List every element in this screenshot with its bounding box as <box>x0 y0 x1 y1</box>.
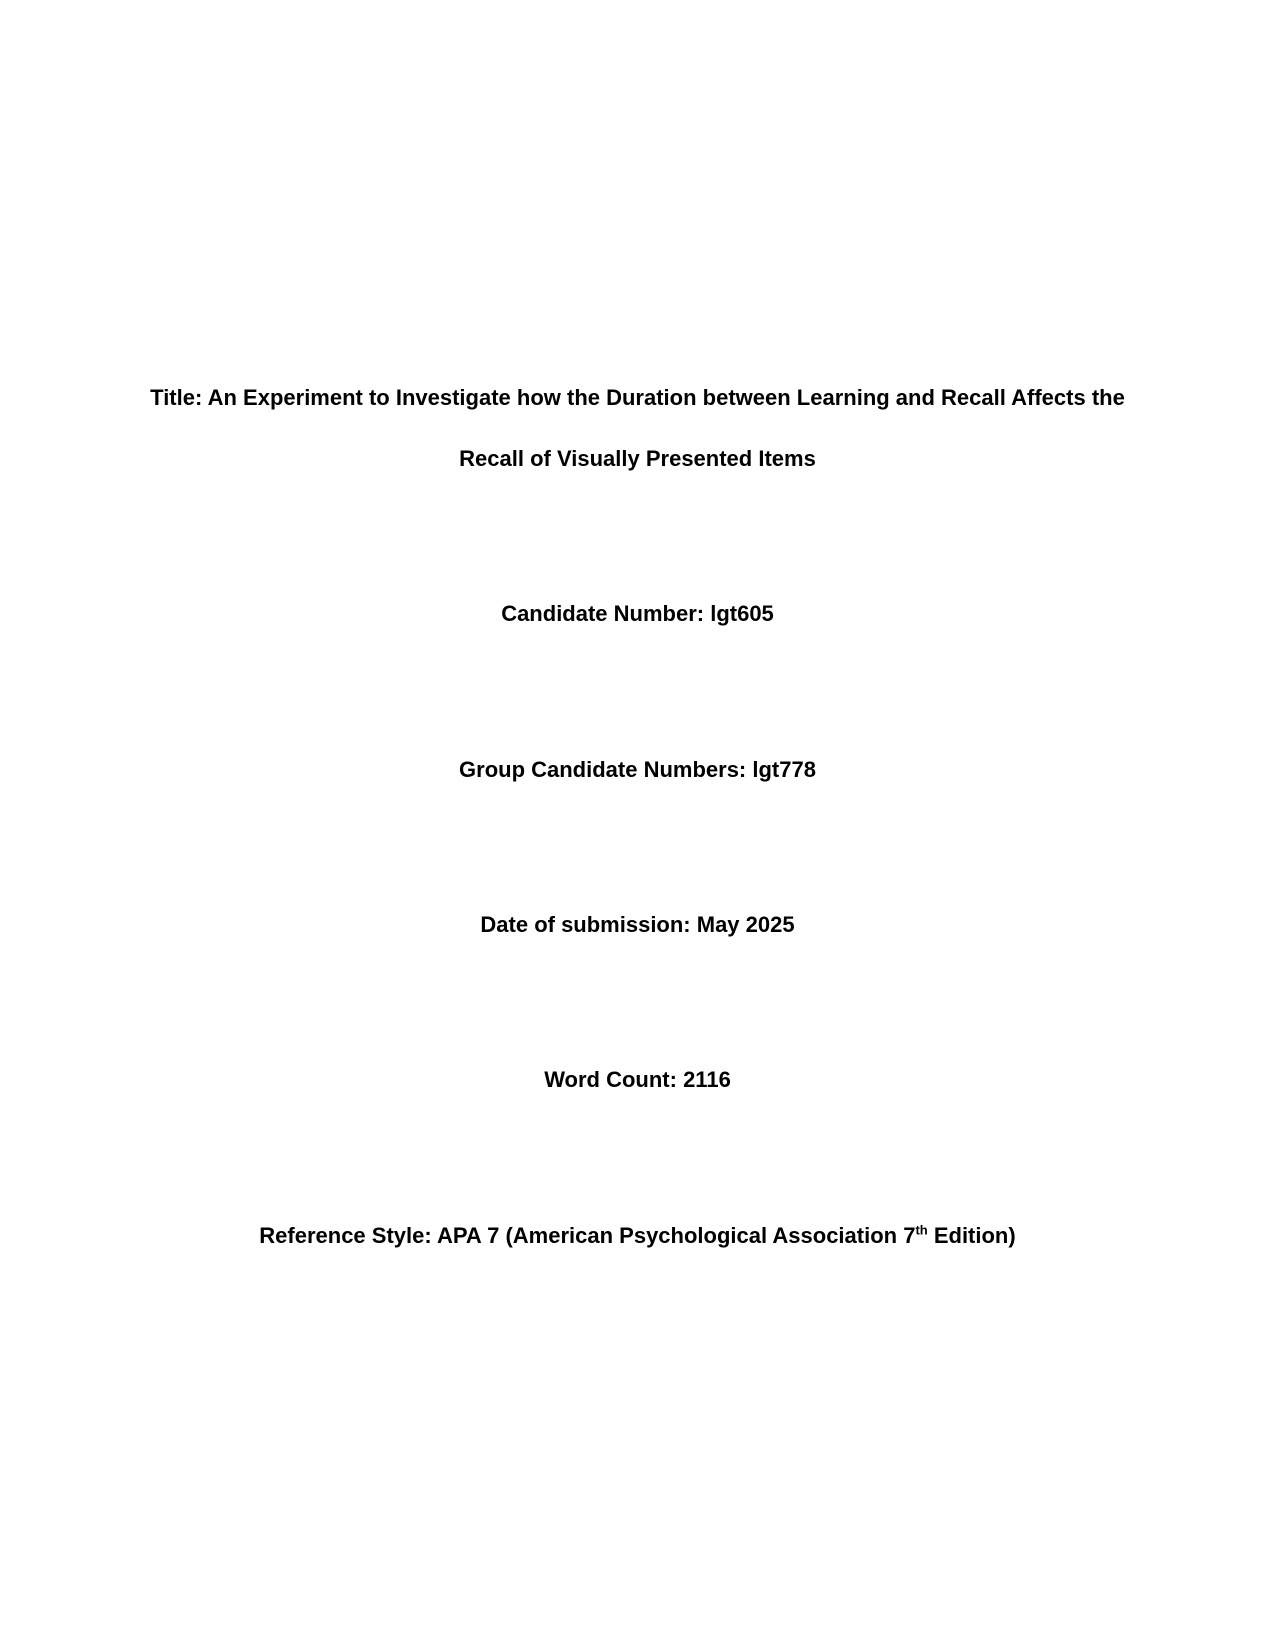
word-count: Word Count: 2116 <box>544 1067 731 1092</box>
title-line-1: Title: An Experiment to Investigate how the Duration between Learning and Recall Affects the <box>150 385 1125 410</box>
reference-style-suffix: Edition) <box>927 1223 1016 1248</box>
title-line-2: Recall of Visually Presented Items <box>459 446 816 471</box>
group-candidate-numbers: Group Candidate Numbers: lgt778 <box>459 757 816 782</box>
date-of-submission: Date of submission: May 2025 <box>480 912 795 937</box>
reference-style-superscript: th <box>915 1222 928 1238</box>
reference-style <box>140 1222 1135 1250</box>
candidate-number: Candidate Number: lgt605 <box>501 601 774 626</box>
reference-style-prefix: Reference Style: APA 7 (American Psychological Association 7 <box>259 1223 916 1248</box>
